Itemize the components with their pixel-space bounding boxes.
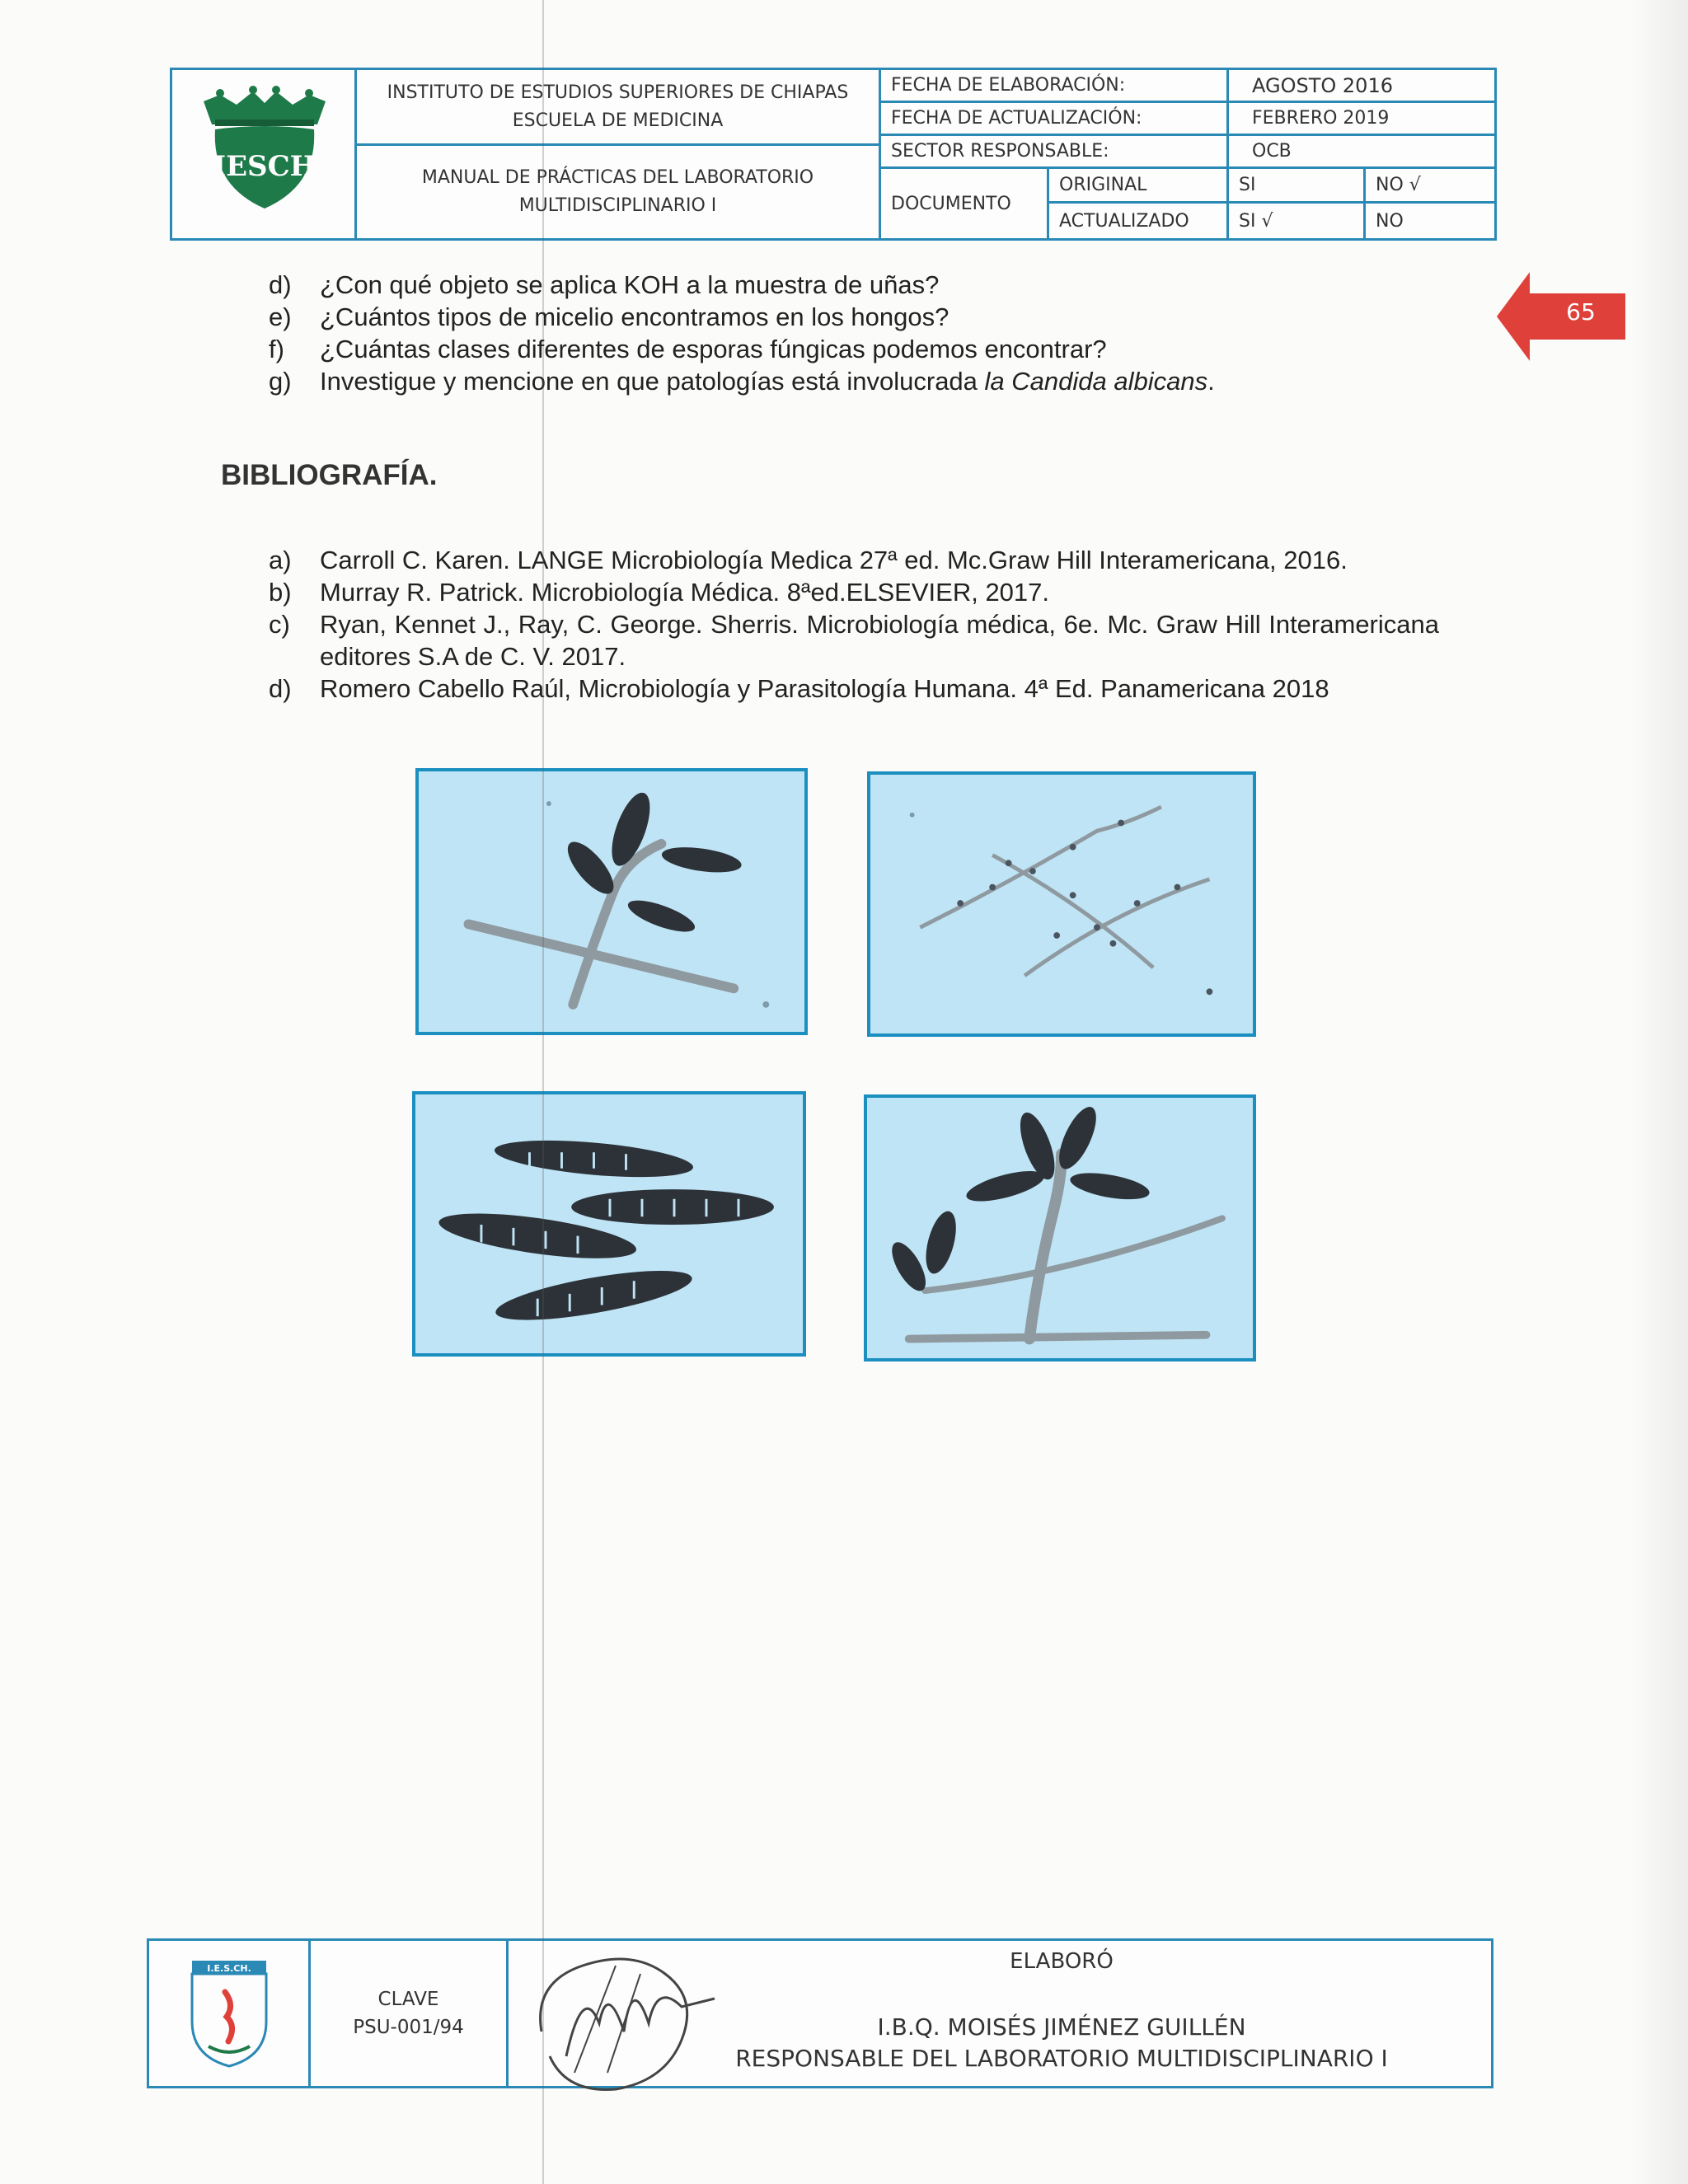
original-si: SI (1229, 169, 1366, 204)
item-italic: la Candida albicans (984, 367, 1208, 396)
clave-label: CLAVE (377, 1989, 439, 2010)
item-text: Romero Cabello Raúl, Microbiología y Parasitología Humana. 4ª Ed. Panamericana 2018 (320, 674, 1329, 703)
item-label: c) (269, 610, 290, 639)
question-list (269, 269, 1215, 397)
list-item (269, 333, 1215, 365)
institute-name: INSTITUTO DE ESTUDIOS SUPERIORES DE CHIAPAS (387, 82, 849, 103)
item-text: ¿Cuántos tipos de micelio encontramos en los hongos? (320, 302, 950, 331)
item-label: g) (269, 367, 292, 396)
list-item (269, 576, 1439, 608)
seal-text: I.E.S.CH. (206, 1963, 251, 1974)
fungus-illustration-4 (864, 1094, 1256, 1361)
institute-logo (172, 70, 357, 238)
item-label: d) (269, 270, 292, 299)
sector-value: OCB (1229, 136, 1494, 169)
responsible-name: I.B.Q. MOISÉS JIMÉNEZ GUILLÉN (877, 2013, 1246, 2041)
item-text: Investigue y mencione en que patologías está involucrada la Candida albicans. (320, 367, 1215, 396)
item-label: e) (269, 302, 292, 331)
item-label: b) (269, 578, 292, 607)
list-item (269, 301, 1215, 333)
item-text: ¿Con qué objeto se aplica KOH a la muestra de uñas? (320, 270, 940, 299)
fecha-act-label: FECHA DE ACTUALIZACIÓN: (881, 103, 1229, 136)
original-no: NO √ (1366, 169, 1494, 204)
elaboro-label: ELABORÓ (1010, 1949, 1114, 1974)
item-text: Ryan, Kennet J., Ray, C. George. Sherris. Microbiología médica, 6e. Mc. Graw Hill Interamericana editores S.A de C. V. 2017. (320, 610, 1439, 671)
bibliography-list (269, 544, 1439, 705)
manual-title-line2: MULTIDISCIPLINARIO I (518, 195, 717, 216)
actualizado-label: ACTUALIZADO (1049, 204, 1229, 238)
fecha-act-value: FEBRERO 2019 (1229, 103, 1494, 136)
responsible-role: RESPONSABLE DEL LABORATORIO MULTIDISCIPLINARIO I (735, 2045, 1388, 2072)
item-text: Carroll C. Karen. LANGE Microbiología Medica 27ª ed. Mc.Graw Hill Interamericana, 2016. (320, 546, 1348, 574)
item-label: a) (269, 546, 292, 574)
actualizado-si: SI √ (1229, 204, 1366, 238)
list-item (269, 365, 1215, 397)
fungus-illustration-1 (415, 768, 808, 1035)
fecha-elab-value: AGOSTO 2016 (1229, 70, 1494, 103)
page-number: 65 (1566, 298, 1596, 326)
institute-cell (357, 70, 881, 146)
list-item (269, 673, 1439, 705)
list-item (269, 608, 1439, 673)
actualizado-no: NO (1376, 210, 1404, 232)
header-table (170, 68, 1497, 241)
scan-fold-line (542, 0, 544, 2184)
logo-text: IESCH (213, 150, 316, 183)
fungus-illustration-2 (867, 771, 1256, 1037)
school-name: ESCUELA DE MEDICINA (512, 110, 724, 131)
item-label: d) (269, 674, 292, 703)
fungus-illustration-3 (412, 1091, 806, 1357)
manual-cell (357, 146, 881, 238)
list-item (269, 269, 1215, 301)
clave-cell (311, 1941, 509, 2086)
documento-label: DOCUMENTO (881, 169, 1049, 238)
original-label: ORIGINAL (1049, 169, 1229, 204)
item-label: f) (269, 335, 284, 363)
item-text: Murray R. Patrick. Microbiología Médica. 8ªed.ELSEVIER, 2017. (320, 578, 1050, 607)
manual-title-line1: MANUAL DE PRÁCTICAS DEL LABORATORIO (421, 167, 814, 188)
clave-value: PSU-001/94 (353, 2017, 464, 2038)
footer-table (147, 1938, 1493, 2088)
logo-cell (172, 70, 357, 238)
list-item (269, 544, 1439, 576)
bibliography-heading: BIBLIOGRAFÍA. (221, 459, 438, 491)
signature-icon (517, 1933, 748, 2097)
signature-cell (509, 1941, 1491, 2086)
school-seal (184, 1956, 274, 2071)
fecha-elab-label: FECHA DE ELABORACIÓN: (881, 70, 1229, 103)
scan-shadow (1630, 0, 1688, 2184)
item-text: ¿Cuántas clases diferentes de esporas fúngicas podemos encontrar? (320, 335, 1107, 363)
sector-label: SECTOR RESPONSABLE: (881, 136, 1229, 169)
seal-cell (149, 1941, 311, 2086)
